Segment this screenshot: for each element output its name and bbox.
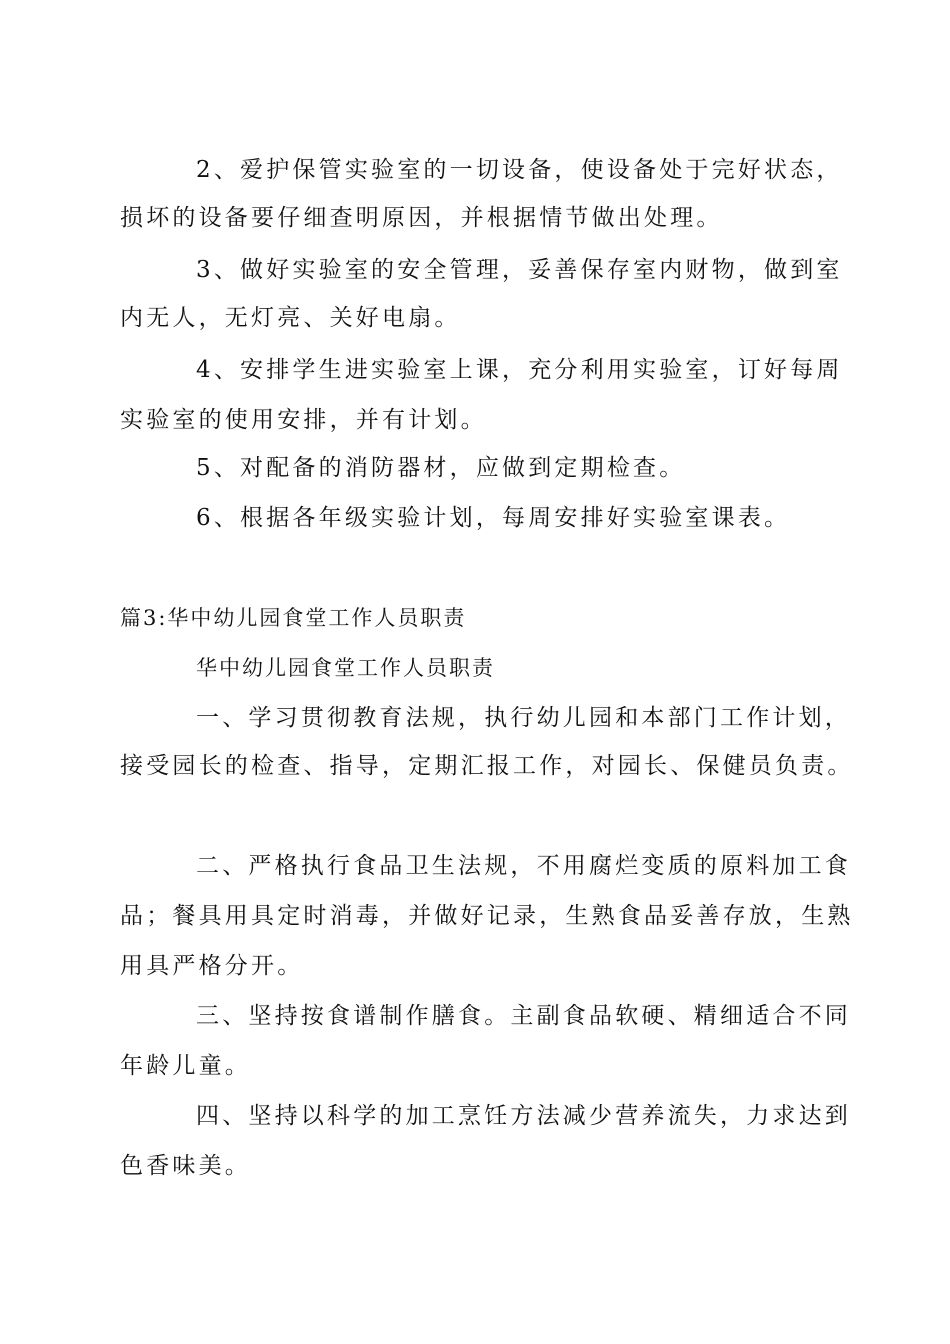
duty-2-line-3: 用具严格分开。 — [120, 953, 304, 979]
section-heading: 篇3:华中幼儿园食堂工作人员职责 — [120, 606, 467, 630]
duty-3-line-2: 年龄儿童。 — [120, 1053, 251, 1079]
paragraph-2-line-1: 2、爱护保管实验室的一切设备，使设备处于完好状态， — [196, 157, 843, 183]
duty-1-line-1: 一、学习贯彻教育法规，执行幼儿园和本部门工作计划， — [196, 705, 851, 731]
duty-3-line-1: 三、坚持按食谱制作膳食。主副食品软硬、精细适合不同 — [196, 1003, 851, 1029]
paragraph-5: 5、对配备的消防器材，应做到定期检查。 — [196, 455, 686, 481]
duty-4-line-1: 四、坚持以科学的加工烹饪方法减少营养流失，力求达到 — [196, 1103, 851, 1129]
paragraph-2-line-2: 损坏的设备要仔细查明原因，并根据情节做出处理。 — [120, 205, 723, 231]
duty-1-line-2: 接受园长的检查、指导，定期汇报工作，对园长、保健员负责。 — [120, 753, 854, 779]
duty-2-line-2: 品；餐具用具定时消毒，并做好记录，生熟食品妥善存放，生熟 — [120, 903, 854, 929]
paragraph-6: 6、根据各年级实验计划，每周安排好实验室课表。 — [196, 505, 791, 531]
paragraph-4-line-2: 实验室的使用安排，并有计划。 — [120, 407, 487, 433]
paragraph-3-line-1: 3、做好实验室的安全管理，妥善保存室内财物，做到室 — [196, 257, 843, 283]
paragraph-3-line-2: 内无人，无灯亮、关好电扇。 — [120, 305, 461, 331]
duty-4-line-2: 色香味美。 — [120, 1153, 251, 1179]
duty-2-line-1: 二、严格执行食品卫生法规，不用腐烂变质的原料加工食 — [196, 853, 851, 879]
paragraph-4-line-1: 4、安排学生进实验室上课，充分利用实验室，订好每周 — [196, 357, 843, 383]
section-title: 华中幼儿园食堂工作人员职责 — [196, 656, 495, 680]
